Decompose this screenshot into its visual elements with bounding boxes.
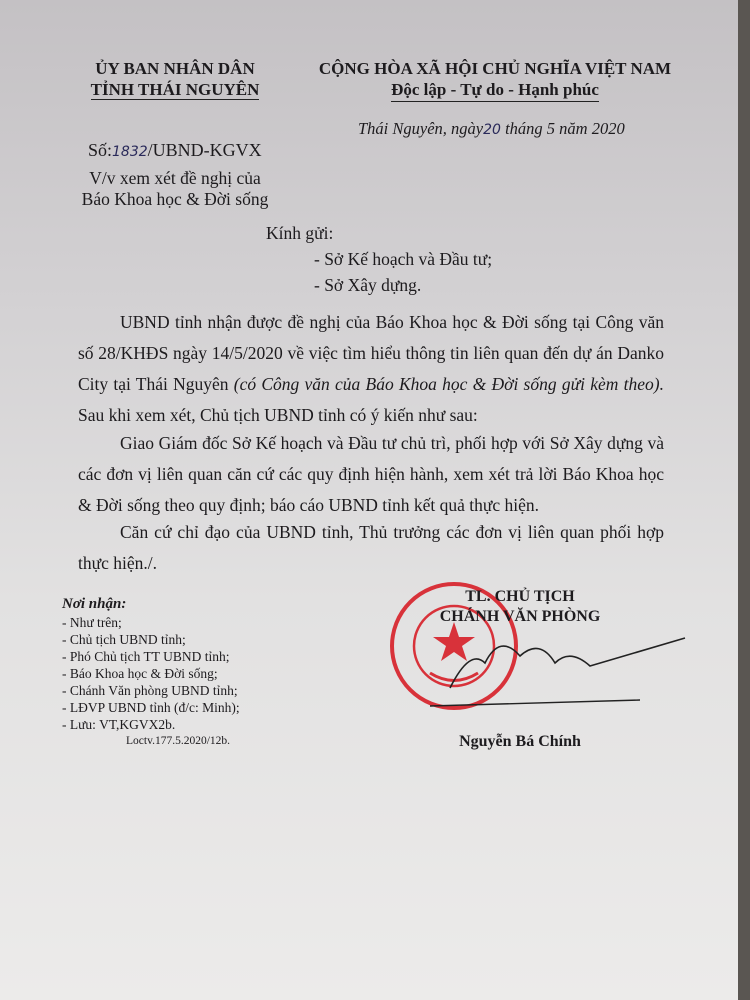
issuer-province [55,79,295,100]
addressee-label: Kính gửi: [266,223,334,243]
number-suffix: /UBND-KGVX [147,140,262,160]
p1-text-end: Sau khi xem xét, Chủ tịch UBND tỉnh có ý kiến như sau: [78,405,478,425]
number-prefix: Số: [88,140,113,160]
subject-line-2: Báo Khoa học & Đời sống [81,189,269,209]
national-header [300,58,690,100]
signer-title-2: CHÁNH VĂN PHÒNG [439,608,601,625]
signer-name: Nguyễn Bá Chính [459,733,581,750]
subject-line-1: V/v xem xét đề nghị của [89,168,261,188]
recipient-item: - Chủ tịch UBND tỉnh; [62,632,186,647]
p1-text: UBND tỉnh nhận được đề nghị của Báo Khoa học & Đời sống tại Công văn số 28/KHĐS ngày 14/5/2020 về việc tìm hiểu thông tin liên quan đến dự án Danko City tại Thái Nguyên [78,312,664,394]
recipient-item: - Chánh Văn phòng UBND tỉnh; [62,683,238,698]
p1-italic: (có Công văn của Báo Khoa học & Đời sống gửi kèm theo). [233,374,665,394]
indent [78,312,120,332]
date-line [358,118,678,141]
handwritten-day: 20 [483,122,501,138]
handwritten-number: 1832 [112,144,148,160]
body-paragraph-1 [78,307,664,431]
signer-title-1: TL. CHỦ TỊCH [465,588,575,605]
date-prefix: Thái Nguyên, ngày [358,119,484,138]
issuer-org: ỦY BAN NHÂN DÂN [95,59,255,78]
recipients-label: Nơi nhận: [62,596,127,612]
motto-wrap [300,79,690,100]
addressee-item: - Sở Kế hoạch và Đầu tư; [314,249,493,269]
body-paragraph-2: Giao Giám đốc Sở Kế hoạch và Đầu tư chủ trì, phối hợp với Sở Xây dựng và các đơn vị liên quan căn cứ các quy định hiện hành, xem xét trả lời Báo Khoa học & Đời sống theo quy định; báo cáo UBND tỉnh kết quả thực hiện. [78,433,664,515]
issuer-header [55,58,295,100]
recipient-item: - Như trên; [62,615,122,630]
signature-stroke [430,700,640,706]
recipients-block [62,594,302,750]
date-suffix: tháng 5 năm 2020 [505,119,625,138]
document-number [88,140,288,163]
body-paragraph-3: Căn cứ chỉ đạo của UBND tỉnh, Thủ trưởng các đơn vị liên quan phối hợp thực hiện./. [78,522,664,573]
recipient-item: - LĐVP UBND tỉnh (đ/c: Minh); [62,700,240,715]
signature-scribble [450,638,685,688]
signer-title [400,587,640,627]
motto: Độc lập - Tự do - Hạnh phúc [391,80,599,102]
star-icon [433,622,475,661]
addressee-item: - Sở Xây dựng. [314,275,422,295]
recipient-item: - Phó Chủ tịch TT UBND tỉnh; [62,649,230,664]
addressee-block [266,220,492,298]
province-name: TỈNH THÁI NGUYÊN [90,80,260,99]
archive-code: Loctv.177.5.2020/12b. [126,735,231,747]
recipient-item: - Báo Khoa học & Đời sống; [62,666,218,681]
country-name: CỘNG HÒA XÃ HỘI CHỦ NGHĨA VIỆT NAM [318,59,672,78]
recipient-item: - Lưu: VT,KGVX2b. [62,717,176,732]
subject [55,168,295,210]
